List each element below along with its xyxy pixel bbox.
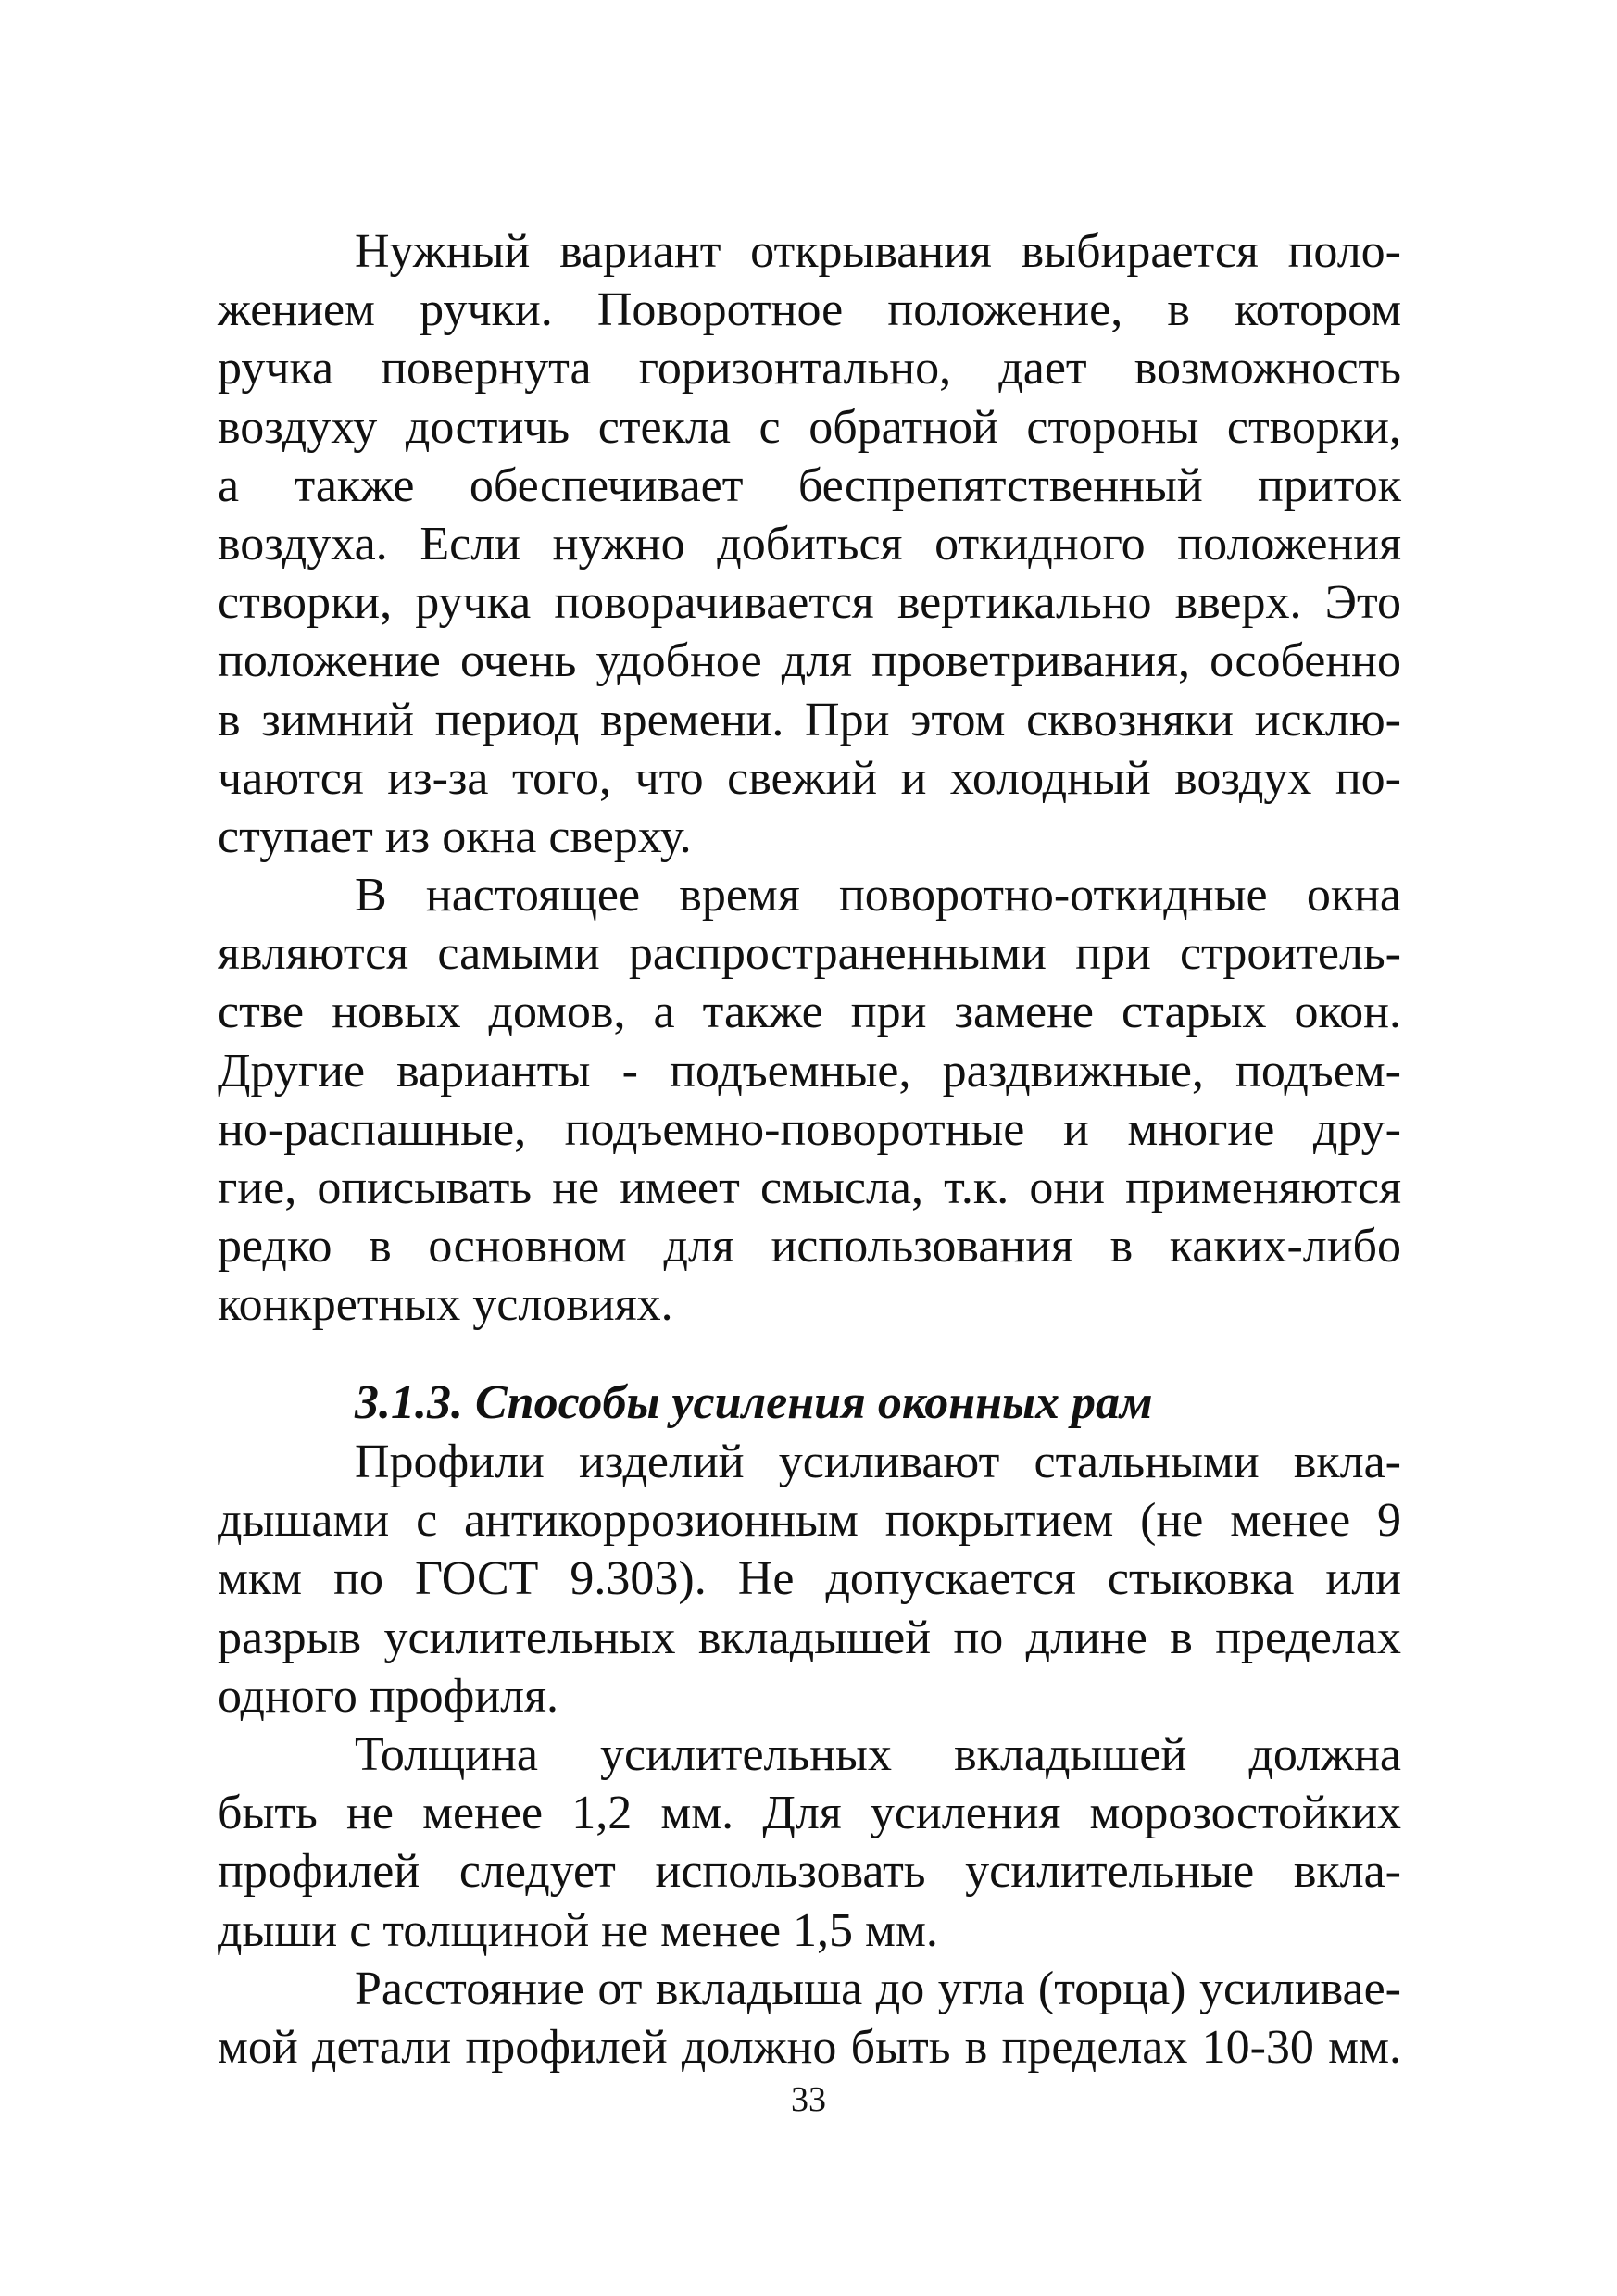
page-number: 33	[791, 2080, 826, 2119]
text-line: жением ручки. Поворотное положение, в котором	[218, 283, 1401, 337]
text-line: одного профиля.	[218, 1669, 559, 1723]
text-line: дыши с толщиной не менее 1,5 мм.	[218, 1903, 938, 1957]
text-line: профилей следует использовать усилительные вкла-	[218, 1845, 1401, 1899]
text-line: Нужный вариант открывания выбирается поло-	[355, 225, 1401, 278]
text-line: воздуха. Если нужно добиться откидного положения	[218, 517, 1401, 571]
text-line: разрыв усилительных вкладышей по длине в пределах	[218, 1611, 1401, 1664]
upper-text-block	[218, 222, 1401, 1335]
paragraph-insert-thickness	[218, 1725, 1401, 1960]
text-line: Другие варианты - подъемные, раздвижные, подъем-	[218, 1044, 1401, 1098]
text-line: конкретных условиях.	[218, 1278, 673, 1332]
text-line: в зимний период времени. При этом сквозняки исклю-	[218, 693, 1401, 747]
paragraph-window-opening	[218, 222, 1401, 866]
text-line: воздуху достичь стекла с обратной стороны створки,	[218, 400, 1401, 454]
paragraph-steel-inserts	[218, 1433, 1401, 1725]
text-line: мой детали профилей должно быть в пределах 10-30 мм.	[218, 2020, 1401, 2074]
text-line: стве новых домов, а также при замене старых окон.	[218, 985, 1401, 1039]
text-line: дышами с антикоррозионным покрытием (не менее 9	[218, 1494, 1401, 1548]
text-line: являются самыми распространенными при строитель-	[218, 927, 1401, 981]
text-line: створки, ручка поворачивается вертикально вверх. Это	[218, 576, 1401, 630]
text-line: но-распашные, подъемно-поворотные и многие дру-	[218, 1102, 1401, 1156]
lower-text-block	[218, 1433, 1401, 2076]
text-line: гие, описывать не имеет смысла, т.к. они применяются	[218, 1161, 1401, 1214]
text-line: ручка повернута горизонтально, дает возможность	[218, 342, 1401, 395]
section-heading: 3.1.3. Способы усиления оконных рам	[355, 1376, 1153, 1429]
text-line: быть не менее 1,2 мм. Для усиления морозостойких	[218, 1787, 1401, 1840]
text-line: положение очень удобное для проветривания, особенно	[218, 634, 1401, 688]
text-line: ступает из окна сверху.	[218, 809, 692, 863]
text-line: мкм по ГОСТ 9.303). Не допускается стыковка или	[218, 1552, 1401, 1606]
text-line: а также обеспечивает беспрепятственный приток	[218, 458, 1401, 512]
paragraph-window-types	[218, 866, 1401, 1335]
text-line: В настоящее время поворотно-откидные окна	[355, 869, 1401, 922]
text-line: Расстояние от вкладыша до угла (торца) усиливае-	[355, 1962, 1401, 2015]
text-line: чаются из-за того, что свежий и холодный воздух по-	[218, 751, 1401, 805]
text-line: Толщина усилительных вкладышей должна	[355, 1727, 1401, 1781]
text-line: редко в основном для использования в каких-либо	[218, 1220, 1401, 1273]
text-line: Профили изделий усиливают стальными вкла-	[355, 1436, 1401, 1488]
paragraph-insert-distance	[218, 1960, 1401, 2076]
